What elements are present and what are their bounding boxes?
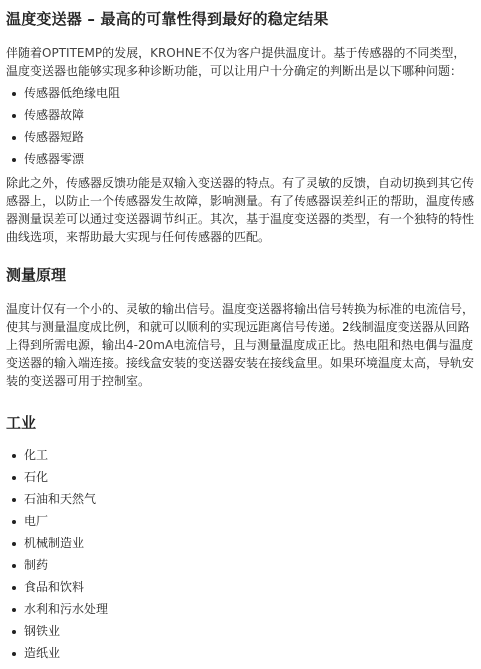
bullet-icon bbox=[12, 136, 16, 140]
industry-item-label: 机械制造业 bbox=[24, 536, 85, 550]
intro-text-before: 伴随着 bbox=[6, 46, 43, 60]
brand-optitemp: OPTITEMP bbox=[42, 46, 103, 60]
industry-item bbox=[6, 602, 475, 617]
industry-item-label: 食品和饮料 bbox=[24, 580, 85, 594]
bullet-icon bbox=[12, 498, 16, 502]
intro-text-after: 不仅为客户提供温度计。基于传感器的不同类型，温度变送器也能够实现多种诊断功能，可以让用户十分确定的判断出是以下哪种问题： bbox=[6, 46, 466, 78]
industry-list bbox=[6, 448, 475, 661]
diagnostic-item-label: 传感器零漂 bbox=[24, 152, 85, 166]
bullet-icon bbox=[12, 652, 16, 656]
industry-item-label: 水利和污水处理 bbox=[24, 602, 109, 616]
bullet-icon bbox=[12, 476, 16, 480]
spacer bbox=[6, 390, 475, 414]
diagnostic-item-label: 传感器故障 bbox=[24, 108, 85, 122]
intro-text-mid: 的发展， bbox=[102, 46, 151, 60]
industry-item-label: 石油和天然气 bbox=[24, 492, 97, 506]
industry-item bbox=[6, 448, 475, 463]
bullet-icon bbox=[12, 608, 16, 612]
diagnostic-item-label: 传感器低绝缘电阻 bbox=[24, 86, 121, 100]
spacer bbox=[6, 246, 475, 266]
bullet-icon bbox=[12, 564, 16, 568]
principle-paragraph bbox=[6, 300, 475, 390]
diagnostic-item bbox=[6, 130, 475, 145]
bullet-icon bbox=[12, 158, 16, 162]
industry-item bbox=[6, 536, 475, 551]
diagnostic-item bbox=[6, 152, 475, 167]
industry-item-label: 石化 bbox=[24, 470, 49, 484]
brand-krohne: KROHNE bbox=[150, 46, 202, 60]
principle-text-before: 温度计仅有一个小的、灵敏的输出信号。温度变送器将输出信号转换为标准的电流信号，使其与测量温度成比例，和就可以顺利的实现远距离信号传递。2线制温度变送器从回路上得到所需电源，输出 bbox=[6, 302, 475, 352]
industry-item-label: 化工 bbox=[24, 448, 49, 462]
industry-heading: 工业 bbox=[6, 414, 37, 432]
bullet-icon bbox=[12, 542, 16, 546]
industry-item bbox=[6, 558, 475, 573]
industry-item bbox=[6, 492, 475, 507]
intro-paragraph bbox=[6, 44, 475, 80]
feedback-paragraph: 除此之外，传感器反馈功能是双输入变送器的特点。有了灵敏的反馈，自动切换到其它传感器上，以防止一个传感器发生故障，影响测量。有了传感器误差纠正的帮助，温度传感器测量误差可以通过变送器调节纠正。其次，基于温度变送器的类型，有一个独特的特性曲线选项，来帮助最大实现与任何传感器的匹配。 bbox=[6, 176, 475, 244]
industry-item-label: 钢铁业 bbox=[24, 624, 61, 638]
bullet-icon bbox=[12, 630, 16, 634]
bullet-icon bbox=[12, 92, 16, 96]
industry-item-label: 电厂 bbox=[24, 514, 49, 528]
page-title: 温度变送器 – 最高的可靠性得到最好的稳定结果 bbox=[6, 10, 329, 28]
diagnostic-item-label: 传感器短路 bbox=[24, 130, 85, 144]
diagnostic-item bbox=[6, 108, 475, 123]
diagnostics-list bbox=[6, 86, 475, 167]
bullet-icon bbox=[12, 454, 16, 458]
signal-range: 4-20mA bbox=[126, 338, 174, 352]
industry-item-label: 制药 bbox=[24, 558, 49, 572]
bullet-icon bbox=[12, 586, 16, 590]
industry-item-label: 造纸业 bbox=[24, 646, 61, 660]
industry-item bbox=[6, 580, 475, 595]
bullet-icon bbox=[12, 520, 16, 524]
principle-text-after: 电流信号，且与测量温度成正比。热电阻和热电偶与温度变送器的输入端连接。接线盒安装的变送器安装在接线盒里。如果环境温度太高，导轨安装的变送器可用于控制室。 bbox=[6, 338, 475, 388]
diagnostic-item bbox=[6, 86, 475, 101]
industry-item bbox=[6, 470, 475, 485]
industry-item bbox=[6, 646, 475, 661]
bullet-icon bbox=[12, 114, 16, 118]
principle-heading: 测量原理 bbox=[6, 266, 67, 284]
industry-item bbox=[6, 624, 475, 639]
industry-item bbox=[6, 514, 475, 529]
